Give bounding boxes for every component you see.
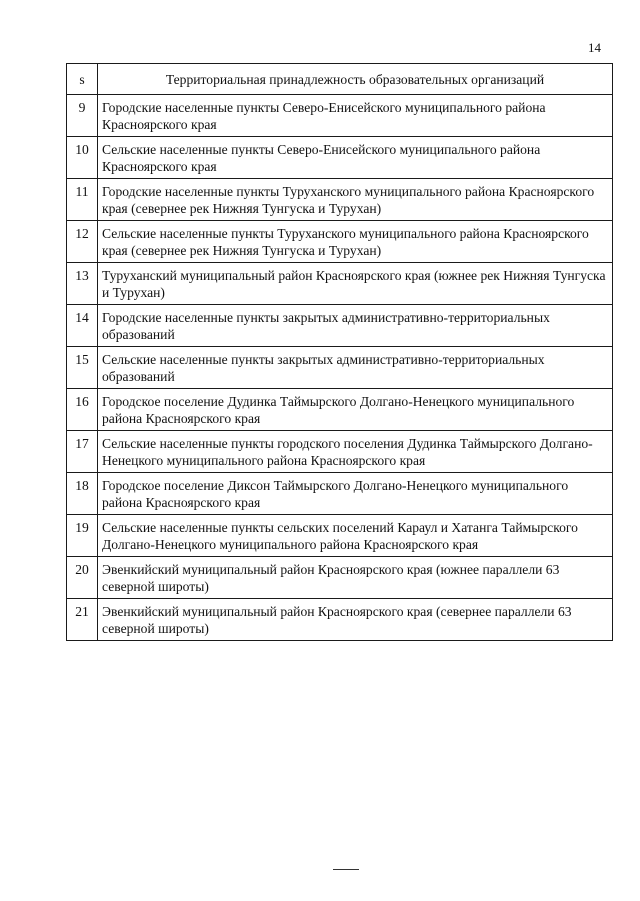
row-territory: Городское поселение Диксон Таймырского Долгано-Ненецкого муниципального района Красноярского края bbox=[98, 473, 613, 515]
row-number: 9 bbox=[67, 95, 98, 137]
row-territory: Городские населенные пункты Северо-Енисейского муниципального района Красноярского края bbox=[98, 95, 613, 137]
table-row bbox=[67, 305, 613, 347]
table-row bbox=[67, 599, 613, 641]
row-number: 14 bbox=[67, 305, 98, 347]
row-territory: Городское поселение Дудинка Таймырского Долгано-Ненецкого муниципального района Красноярского края bbox=[98, 389, 613, 431]
row-territory: Сельские населенные пункты Северо-Енисейского муниципального района Красноярского края bbox=[98, 137, 613, 179]
row-territory: Сельские населенные пункты Туруханского муниципального района Красноярского края (севернее рек Нижняя Тунгуска и Турухан) bbox=[98, 221, 613, 263]
table-row bbox=[67, 347, 613, 389]
row-number: 11 bbox=[67, 179, 98, 221]
header-territory-column: Территориальная принадлежность образовательных организаций bbox=[98, 64, 613, 95]
page-number: 14 bbox=[588, 40, 601, 55]
row-number: 19 bbox=[67, 515, 98, 557]
header-number-column: s bbox=[67, 64, 98, 95]
row-territory: Эвенкийский муниципальный район Красноярского края (севернее параллели 63 северной широты) bbox=[98, 599, 613, 641]
table-row bbox=[67, 137, 613, 179]
table-row bbox=[67, 389, 613, 431]
table-row bbox=[67, 221, 613, 263]
organizations-table bbox=[66, 63, 613, 641]
row-territory: Городские населенные пункты Туруханского муниципального района Красноярского края (севернее рек Нижняя Тунгуска и Турухан) bbox=[98, 179, 613, 221]
table-row bbox=[67, 431, 613, 473]
row-territory: Городские населенные пункты закрытых административно-территориальных образований bbox=[98, 305, 613, 347]
table-header-row bbox=[67, 64, 613, 95]
page-footer-mark bbox=[333, 869, 359, 870]
row-territory: Сельские населенные пункты сельских поселений Караул и Хатанга Таймырского Долгано-Ненецкого муниципального района Красноярского края bbox=[98, 515, 613, 557]
row-territory: Эвенкийский муниципальный район Красноярского края (южнее параллели 63 северной широты) bbox=[98, 557, 613, 599]
row-number: 15 bbox=[67, 347, 98, 389]
table-row bbox=[67, 557, 613, 599]
row-number: 16 bbox=[67, 389, 98, 431]
row-number: 18 bbox=[67, 473, 98, 515]
row-territory: Сельские населенные пункты городского поселения Дудинка Таймырского Долгано-Ненецкого муниципального района Красноярского края bbox=[98, 431, 613, 473]
table-row bbox=[67, 263, 613, 305]
row-territory: Туруханский муниципальный район Красноярского края (южнее рек Нижняя Тунгуска и Турухан) bbox=[98, 263, 613, 305]
row-number: 13 bbox=[67, 263, 98, 305]
row-number: 10 bbox=[67, 137, 98, 179]
table-row bbox=[67, 179, 613, 221]
row-territory: Сельские населенные пункты закрытых административно-территориальных образований bbox=[98, 347, 613, 389]
table-row bbox=[67, 473, 613, 515]
row-number: 17 bbox=[67, 431, 98, 473]
row-number: 20 bbox=[67, 557, 98, 599]
row-number: 21 bbox=[67, 599, 98, 641]
row-number: 12 bbox=[67, 221, 98, 263]
table-row bbox=[67, 515, 613, 557]
table-row bbox=[67, 95, 613, 137]
